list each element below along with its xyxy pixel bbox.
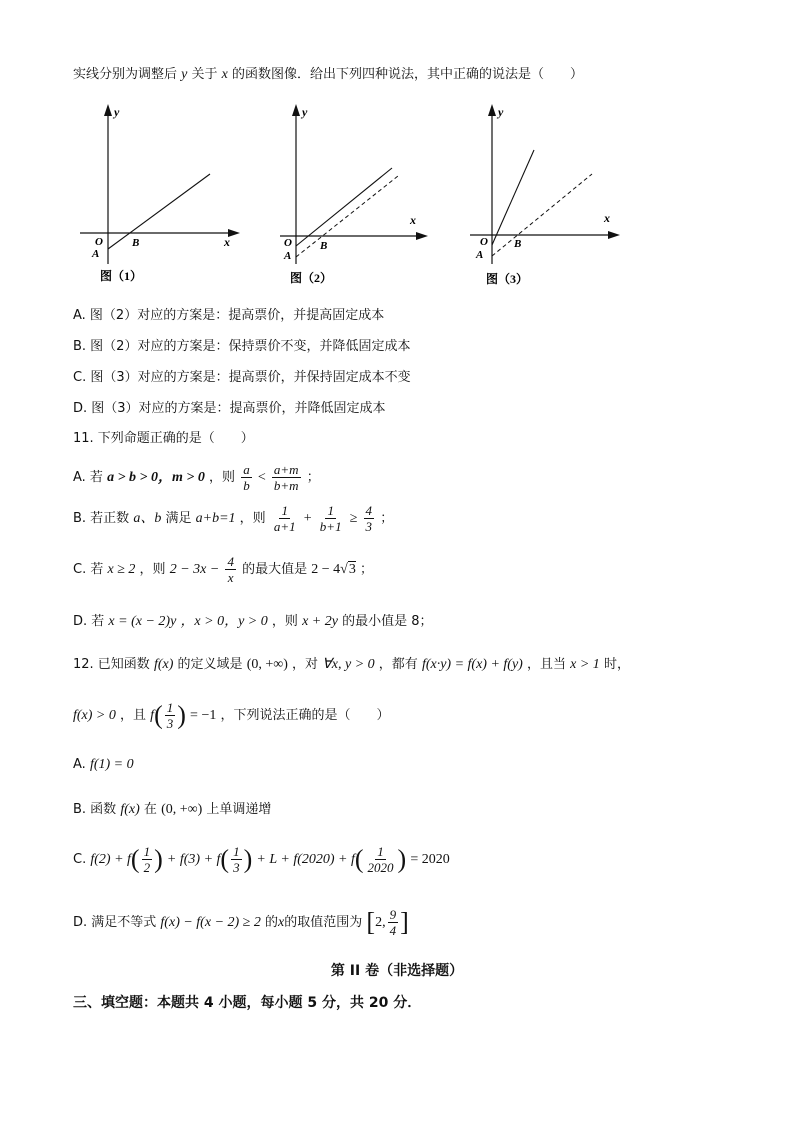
q10-option-b: B. 图（2）对应的方案是：保持票价不变，并降低固定成本 xyxy=(73,339,411,354)
q10-option-c: C. 图（3）对应的方案是：提高票价，并保持固定成本不变 xyxy=(73,370,411,385)
figure-1 xyxy=(74,100,244,290)
q12-frac xyxy=(165,700,176,731)
q12a-expr: f(1) = 0 xyxy=(89,757,134,772)
q11b-ge: ≥ xyxy=(349,511,358,526)
q11c-frac xyxy=(225,554,236,585)
q11c-then: ，则 xyxy=(139,562,166,577)
q12d-x: x xyxy=(278,915,285,930)
fig1-o-label: O xyxy=(95,236,103,248)
q12-option-b xyxy=(73,801,271,819)
q12c-d1: 2 xyxy=(143,860,151,875)
q11d-then: ，则 xyxy=(271,614,298,629)
q11d-label: D. 若 xyxy=(73,614,105,629)
q12-t-e: ，且当 xyxy=(526,657,566,672)
q12-stem-line-2: f(x) > 0 ，且 f( $\frac{1}{3}$ ) = −1 ，下列说法正确的是（ ） xyxy=(73,700,390,731)
q11c-rad: 3 xyxy=(348,562,356,577)
q12-fx: f(x) xyxy=(153,657,174,672)
q11b-eq: a+b=1 xyxy=(195,511,236,526)
intro-var-x: x xyxy=(221,67,228,82)
q12-f-den: 3 xyxy=(166,716,174,731)
q10-option-d: D. 图（3）对应的方案是：提高票价，并降低固定成本 xyxy=(73,401,386,416)
fig2-o-label: O xyxy=(284,237,292,249)
fig1-x-label: x xyxy=(224,235,230,249)
q12-domain: (0, +∞) xyxy=(246,657,288,672)
q12a-label: A. xyxy=(73,757,86,772)
q11d-c2: ，x > 0，y > 0 xyxy=(180,614,268,629)
q12c-d3: 2020 xyxy=(367,860,394,875)
q12-forall: ∀x, y > 0 xyxy=(322,657,375,672)
q12-cond: x > 1 xyxy=(570,657,600,672)
q11b-f2-num: 1 xyxy=(327,503,334,518)
q12d-t2: 的取值范围为 xyxy=(284,915,363,930)
q11b-f3-num: 4 xyxy=(365,503,373,518)
q11b-then: ，则 xyxy=(239,511,266,526)
q12-l2-a: f(x) > 0 xyxy=(73,708,116,723)
q11b-f3-den: 3 xyxy=(365,519,373,534)
q12-t-a: 12. 已知函数 xyxy=(73,657,150,672)
q11c-cond: x ≥ 2 xyxy=(107,562,136,577)
q12-option-c: C. f(2) + f( $\frac{1}{2}$ ) + f(3) + f( $\frac{1}{3}$ ) + L + f(2020) + f( $\frac{1}{2020}$ ) = 2020 xyxy=(73,844,450,875)
figure-3 xyxy=(466,100,636,290)
q12b-fx: f(x) xyxy=(120,802,140,817)
q12c-d2: 3 xyxy=(233,860,240,875)
q11b-frac-2 xyxy=(318,503,344,534)
fig2-b-label: B xyxy=(320,240,328,252)
q11a-frac-1 xyxy=(241,462,252,493)
q11c-f-num: 4 xyxy=(227,554,234,569)
q12-l2-c: ，下列说法正确的是（ ） xyxy=(220,708,390,723)
q12d-ineq: f(x) − f(x − 2) ≥ 2 xyxy=(160,915,261,930)
q11b-frac-1 xyxy=(272,503,298,534)
intro-text-1: 实线分别为调整后 xyxy=(73,67,178,82)
q12d-frac xyxy=(388,907,399,938)
q11a-label: A. 若 xyxy=(73,470,103,485)
section-title: 第 II 卷（非选择题） xyxy=(330,963,464,979)
fig1-y-label: y xyxy=(114,105,120,119)
q11c-end: ； xyxy=(359,562,373,577)
q11a-then: ，则 xyxy=(209,470,236,485)
fig3-a-label: A xyxy=(476,249,484,261)
q11d-expr: x + 2y xyxy=(302,614,338,629)
q12c-n3: 1 xyxy=(377,844,384,859)
fig2-caption: 图（2） xyxy=(290,271,333,285)
q12c-p3: + L + f(2020) + f xyxy=(256,852,355,867)
q11a-lt: < xyxy=(257,470,266,485)
fig1-a-label: A xyxy=(92,248,100,260)
q12-option-a xyxy=(73,756,134,774)
q11d-cond: x = (x − 2)y xyxy=(108,614,177,629)
q11b-label: B. 若正数 xyxy=(73,511,130,526)
fig3-caption: 图（3） xyxy=(486,272,529,286)
q12c-frac-1 xyxy=(142,844,153,875)
q11c-t2: 的最大值是 xyxy=(242,562,308,577)
q12b-dom: (0, +∞) xyxy=(161,802,203,817)
fig2-y-label: y xyxy=(302,105,308,119)
q12c-p2: + f(3) + f xyxy=(166,852,221,867)
q12d-iv-num: 9 xyxy=(389,907,397,922)
fig1-caption: 图（1） xyxy=(100,269,143,283)
intro-line xyxy=(73,66,583,84)
fig1-b-label: B xyxy=(132,237,140,249)
q11-option-a xyxy=(73,460,320,496)
q11b-frac-3 xyxy=(364,503,375,534)
q12d-label: D. 满足不等式 xyxy=(73,915,157,930)
q11c-label: C. 若 xyxy=(73,562,104,577)
q11-option-c: C. 若 x ≥ 2 ，则 2 − 3x − $\frac{4}{x}$ 的最大值是 2 − 4√3 ； xyxy=(73,554,373,585)
q11c-val: 2 − 4 xyxy=(311,562,341,577)
q12b-label: B. 函数 xyxy=(73,802,117,817)
q11b-t1: 满足 xyxy=(165,511,192,526)
q11a-f1-num: a xyxy=(243,462,250,477)
q12-f-post: = −1 xyxy=(190,708,217,723)
q12c-p1: f(2) + f xyxy=(90,852,131,867)
q12-t-f: 时， xyxy=(603,657,630,672)
q12d-t1: 的 xyxy=(265,915,279,930)
q12c-frac-3 xyxy=(366,844,396,875)
fig2-x-label: x xyxy=(410,213,416,227)
q12c-n2: 1 xyxy=(233,844,240,859)
q11a-f1-den: b xyxy=(243,478,250,493)
figure-2 xyxy=(270,100,440,290)
q11b-end: ； xyxy=(380,511,394,526)
q12c-p4: = 2020 xyxy=(410,852,450,867)
q11b-f2-den: b+1 xyxy=(319,519,342,534)
q11-option-b xyxy=(73,501,393,537)
intro-text-3: 的函数图像．给出下列四种说法，其中正确的说法是（ ） xyxy=(232,67,584,82)
q12c-frac-2 xyxy=(231,844,242,875)
q12-f-pre: f xyxy=(150,708,155,723)
fig3-x-label: x xyxy=(604,211,610,225)
q11a-f2-num: a+m xyxy=(273,462,299,477)
q11b-plus: + xyxy=(303,511,312,526)
q11b-f1-num: 1 xyxy=(281,503,288,518)
q11d-t2: 的最小值是 8； xyxy=(342,614,433,629)
q11a-f2-den: b+m xyxy=(273,478,299,493)
q12b-t2: 上单调递增 xyxy=(206,802,272,817)
q11b-f1-den: a+1 xyxy=(273,519,296,534)
q11c-expr: 2 − 3x − xyxy=(169,562,220,577)
fig3-y-label: y xyxy=(498,105,504,119)
q12-t-c: ，对 xyxy=(292,657,319,672)
fig3-o-label: O xyxy=(480,236,488,248)
q12d-iv-den: 4 xyxy=(389,923,397,938)
q11-option-d xyxy=(73,613,432,631)
q10-option-a: A. 图（2）对应的方案是：提高票价，并提高固定成本 xyxy=(73,308,385,323)
q11b-ab: a、b xyxy=(133,511,162,526)
intro-var-y: y xyxy=(181,67,188,82)
q12-stem-line-1 xyxy=(73,656,630,674)
intro-text-2: 关于 xyxy=(191,67,218,82)
q11-stem: 11. 下列命题正确的是（ ） xyxy=(73,431,254,446)
q12-f-num: 1 xyxy=(166,700,174,715)
q12c-label: C. xyxy=(73,852,87,867)
fig3-b-label: B xyxy=(514,238,522,250)
section-heading: 三、填空题：本题共 4 小题，每小题 5 分，共 20 分． xyxy=(73,995,422,1011)
q12-eq: f(x·y) = f(x) + f(y) xyxy=(421,657,523,672)
q11a-end: ； xyxy=(306,470,320,485)
q12c-n1: 1 xyxy=(143,844,151,859)
q12d-iv-a: 2, xyxy=(375,915,386,930)
fig2-a-label: A xyxy=(284,250,292,262)
q12-option-d: D. 满足不等式 f(x) − f(x − 2) ≥ 2 的x的取值范围为 [2, $\frac{9}{4}$ ] xyxy=(73,907,409,938)
q12-t-d: ，都有 xyxy=(378,657,418,672)
q11a-cond: a > b > 0，m > 0 xyxy=(107,470,205,485)
q12-l2-b: ，且 xyxy=(120,708,147,723)
q12-t-b: 的定义域是 xyxy=(177,657,243,672)
q11c-f-den: x xyxy=(227,570,234,585)
q12b-t1: 在 xyxy=(143,802,157,817)
q11a-frac-2 xyxy=(272,462,301,493)
